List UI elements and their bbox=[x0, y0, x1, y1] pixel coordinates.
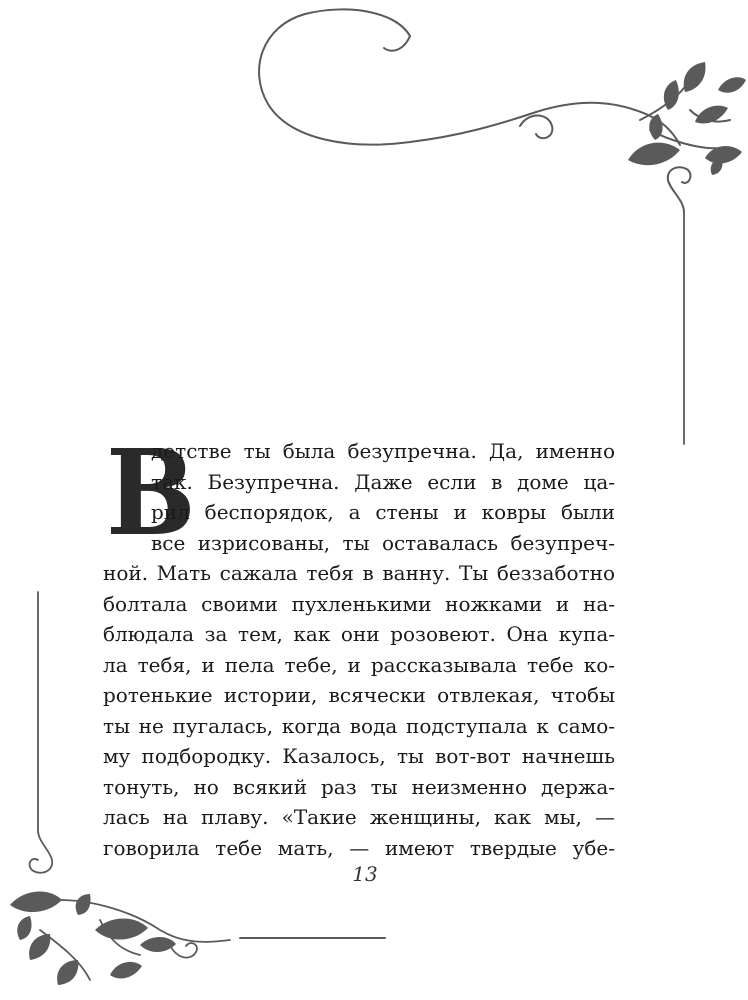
text-line: тонуть, но всякий раз ты неизменно держа- bbox=[103, 774, 615, 799]
text-line: ротенькие истории, всячески отвлекая, чтобы bbox=[103, 683, 615, 707]
text-line: блюдала за тем, как они розовеют. Она купа- bbox=[103, 622, 615, 646]
text-line: болтала своими пухленькими ножками и на- bbox=[103, 591, 615, 616]
text-line: говорила тебе мать, — имеют твердые убе- bbox=[103, 835, 615, 860]
text-line: ла тебя, и пела тебе, и рассказывала тебе ко- bbox=[103, 652, 615, 677]
page-number: 13 bbox=[352, 862, 378, 886]
text-line: лась на плаву. «Такие женщины, как мы, — bbox=[103, 805, 615, 829]
text-line: му подбородку. Казалось, ты вот-вот начнешь bbox=[103, 744, 615, 768]
text-line: рил беспорядок, а стены и ковры были bbox=[151, 500, 615, 524]
drop-cap-letter: В bbox=[106, 423, 196, 562]
text-line: детстве ты была безупречна. Да, именно bbox=[151, 439, 615, 463]
text-line: так. Безупречна. Даже если в доме ца- bbox=[151, 469, 615, 494]
text-line: все изрисованы, ты оставалась безупреч- bbox=[151, 530, 615, 555]
text-line: ной. Мать сажала тебя в ванну. Ты беззаботно bbox=[103, 561, 615, 585]
text-line: ты не пугалась, когда вода подступала к само- bbox=[103, 713, 615, 738]
body-text bbox=[103, 423, 615, 863]
